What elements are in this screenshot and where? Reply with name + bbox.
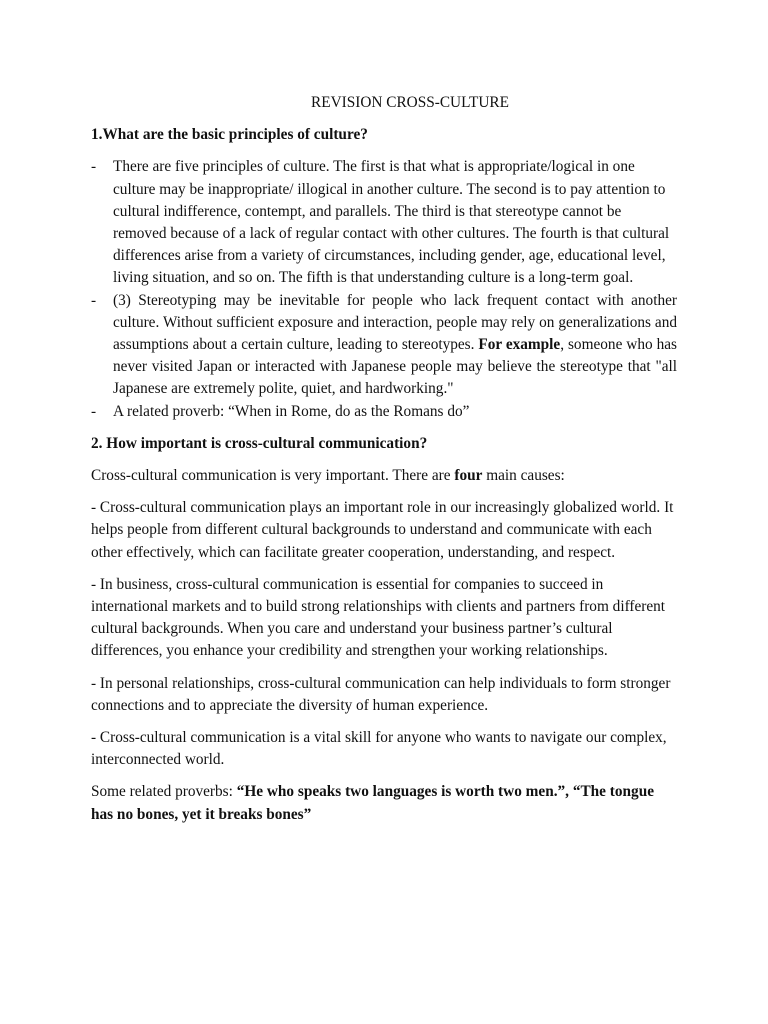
- proverb-text: A related proverb: “When in Rome, do as the Romans do”: [113, 402, 470, 420]
- principles-text: There are five principles of culture. The first is that what is appropriate/logical in one culture may be inappropriate/ illogical in another culture. The second is to pay attention to cultural indifference, contempt, and parallels. The third is that stereotype cannot be removed because of a lack of regular contact with other cultures. The fourth is that cultural differences arise from a variety of circumstances, including gender, age, educational level, living situation, and so on. The fifth is that understanding culture is a long-term goal.: [113, 158, 670, 287]
- paragraph-business: - In business, cross-cultural communication is essential for companies to succeed in international markets and to build strong relationships with clients and partners from different cultural backgrounds. When you care and understand your business partner’s cultural differences, you enhance your credibility and strengthen your working relationships.: [91, 575, 666, 660]
- proverbs-paragraph: [91, 781, 677, 825]
- intro-text-end: main causes:: [482, 467, 565, 485]
- stereotype-text-start: (3) Stereotyping may be inevitable for people who lack frequent contact with another culture. Without sufficient exposure and interaction, people may rely on generalizations and assumptions about a certain culture, leading to stereotypes.: [113, 291, 677, 354]
- list-item: [91, 401, 677, 423]
- list-item: [91, 156, 677, 289]
- paragraph-vital-skill: - Cross-cultural communication is a vital skill for anyone who wants to navigate our complex, interconnected world.: [91, 729, 667, 769]
- list-item: [91, 290, 677, 401]
- question-2-intro: [91, 465, 677, 487]
- paragraph-personal: - In personal relationships, cross-cultural communication can help individuals to form stronger connections and to appreciate the diversity of human experience.: [91, 674, 671, 714]
- intro-bold-four: four: [454, 467, 483, 485]
- question-1-bullet-list: [91, 156, 677, 422]
- question-2-heading: 2. How important is cross-cultural communication?: [91, 434, 428, 452]
- proverbs-label: Some related proverbs:: [91, 783, 237, 801]
- intro-text-start: Cross-cultural communication is very important. There are: [91, 467, 455, 485]
- paragraph-globalized: - Cross-cultural communication plays an important role in our increasingly globalized world. It helps people from different cultural backgrounds to understand and communicate with each other effectively, which can facilitate greater cooperation, understanding, and respect.: [91, 499, 674, 561]
- bullet-dash: -: [91, 158, 97, 176]
- document-page: [91, 92, 677, 836]
- question-1-heading: 1.What are the basic principles of culture?: [91, 126, 368, 144]
- bullet-dash: -: [91, 402, 97, 420]
- bullet-dash: -: [91, 291, 97, 309]
- for-example-bold: For example: [478, 336, 561, 354]
- document-title: REVISION CROSS-CULTURE: [311, 94, 509, 111]
- stereotype-text-end: , someone who has never visited Japan or interacted with Japanese people may believe the stereotype that "all Japanese are extremely polite, quiet, and hardworking.": [113, 336, 677, 398]
- proverbs-bold: “He who speaks two languages is worth two men.”, “The tongue has no bones, yet it breaks bones”: [91, 783, 654, 823]
